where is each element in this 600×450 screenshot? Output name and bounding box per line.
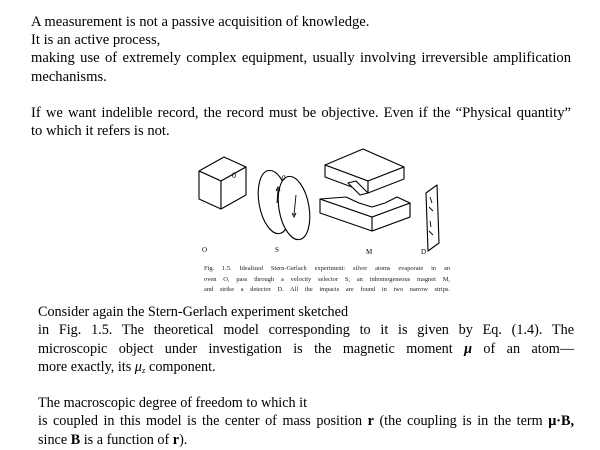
- r-symbol: r: [367, 413, 374, 430]
- text-line: A measurement is not a passive acquisition of knowledge.: [31, 14, 370, 30]
- paragraph-coupling: [38, 394, 574, 449]
- paragraph-measurement: [31, 13, 571, 86]
- text-line: Consider again the Stern-Gerlach experiment sketched: [38, 304, 349, 320]
- label-selector: S: [275, 246, 279, 254]
- text-line: microscopic object under investigation is the magnetic moment μ of an atom—: [38, 340, 575, 357]
- r-symbol: r: [172, 431, 180, 448]
- caption-line: Fig. 1.5. Idealized Stern-Gerlach experiment: silver atoms evaporate in an: [204, 265, 450, 272]
- detector-plate: [426, 185, 439, 251]
- text-line: more exactly, its $\mu_z$ component.: [38, 358, 216, 375]
- mu-dot-b-term: μ·B,: [548, 413, 574, 430]
- caption-line: and strike a detector D. All the impacts are found in two narrow strips.: [204, 286, 450, 293]
- label-oven: O: [202, 246, 208, 254]
- label-magnet: M: [366, 248, 373, 256]
- text-line: since B is a function of r).: [38, 431, 188, 448]
- text-line: It is an active process,: [31, 32, 161, 49]
- caption-line: oven O, pass through a velocity selector S, an inhomogeneous magnet M,: [204, 275, 450, 283]
- text-line: to which it refers is not.: [31, 123, 170, 140]
- figure-caption: [204, 264, 450, 296]
- paragraph-consider: [38, 303, 574, 380]
- b-symbol: B: [70, 431, 81, 448]
- label-detector: D: [421, 248, 427, 256]
- selector-mark: 0: [282, 174, 286, 182]
- text-line: making use of extremely complex equipment, usually involving irreversible amplification: [31, 50, 571, 67]
- text-line: is coupled in this model is the center of mass position r (the coupling is in the term μ·B,: [38, 413, 574, 430]
- mu-z-symbol: μ: [134, 358, 142, 375]
- text-line: The macroscopic degree of freedom to which it: [38, 395, 308, 411]
- stern-gerlach-figure: [190, 145, 460, 265]
- text-line: mechanisms.: [31, 68, 107, 85]
- text-line: in Fig. 1.5. The theoretical model corresponding to it is given by Eq. (1.4). The: [38, 322, 574, 339]
- paragraph-record: [31, 104, 571, 140]
- oven-mark: 0: [232, 171, 236, 180]
- text-line: If we want indelible record, the record must be objective. Even if the “Physical quantity”: [31, 105, 571, 121]
- stern-gerlach-diagram: [190, 145, 460, 265]
- mu-symbol: μ: [464, 340, 473, 357]
